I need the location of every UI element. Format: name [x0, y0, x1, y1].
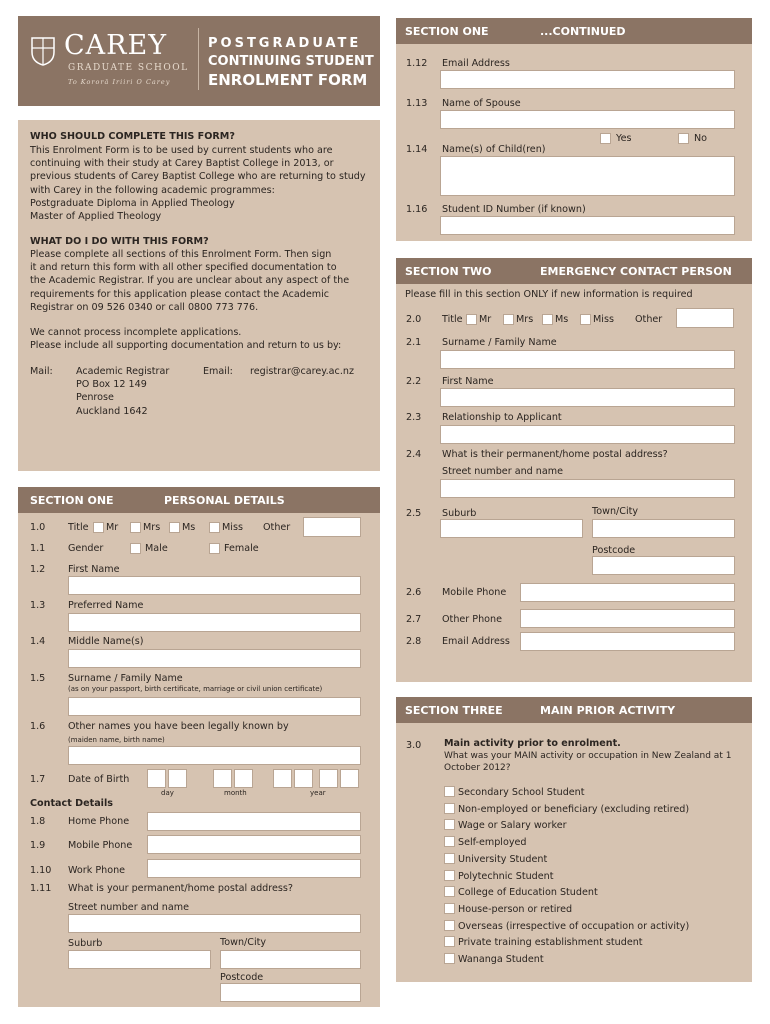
- section-two-header: SECTION TWO EMERGENCY CONTACT PERSON: [396, 258, 752, 284]
- item-number: 1.8: [30, 816, 46, 827]
- section-three-header: SECTION THREE MAIN PRIOR ACTIVITY: [396, 697, 752, 723]
- preferred-name-label: Preferred Name: [68, 600, 144, 611]
- email-label: Email:: [203, 366, 233, 377]
- intro-who-text: This Enrolment Form is to be used by current students who are continuing with their study at Carey Baptist College in 2013, or previous students of Carey Baptist College who are returning to study with Carey in the following academic programmes: Postgraduate Diploma in Applied Theology Master of Applied Theology: [30, 145, 366, 223]
- dob-year-1[interactable]: [273, 769, 292, 788]
- ec-postcode-field[interactable]: [592, 556, 735, 575]
- section-three-panel: [396, 697, 752, 982]
- gender-male-label: Male: [145, 543, 168, 554]
- item-number: 2.1: [406, 337, 422, 348]
- activity-option-label: House-person or retired: [458, 903, 573, 915]
- title-line2: CONTINUING STUDENT: [208, 54, 374, 69]
- item-number: 1.0: [30, 522, 46, 533]
- activity-option-label: Secondary School Student: [458, 787, 585, 798]
- surname-label: Surname / Family Name: [68, 673, 183, 684]
- section-two-panel: [396, 258, 752, 682]
- activity-options: [444, 786, 744, 976]
- activity-option-label: Wage or Salary worker: [458, 820, 567, 832]
- activity-option-checkbox[interactable]: [444, 886, 455, 897]
- dob-year-3[interactable]: [319, 769, 338, 788]
- postcode-field[interactable]: [220, 983, 361, 1002]
- middle-name-label: Middle Name(s): [68, 636, 144, 647]
- item-number: 3.0: [406, 740, 422, 751]
- title-label: Title: [442, 314, 463, 325]
- activity-option-label: Self-employed: [458, 837, 527, 849]
- ec-first-name-label: First Name: [442, 376, 494, 387]
- activity-option-checkbox[interactable]: [444, 803, 455, 814]
- children-no-label: No: [694, 133, 708, 144]
- mobile-phone-field[interactable]: [147, 835, 361, 854]
- title-mrs-label: Mrs: [143, 522, 161, 533]
- title-mr-checkbox[interactable]: [93, 522, 104, 533]
- ec-town-label: Town/City: [592, 506, 639, 517]
- middle-name-field[interactable]: [68, 649, 361, 668]
- title-ms-checkbox[interactable]: [169, 522, 180, 533]
- ec-town-field[interactable]: [592, 519, 735, 538]
- gender-label: Gender: [68, 543, 104, 554]
- ec-email-label: Email Address: [442, 636, 510, 647]
- dob-year-label: year: [310, 789, 326, 797]
- work-phone-label: Work Phone: [68, 865, 126, 876]
- work-phone-field[interactable]: [147, 859, 361, 878]
- ec-postcode-label: Postcode: [592, 545, 636, 556]
- activity-option-checkbox[interactable]: [444, 903, 455, 914]
- item-number: 1.7: [30, 774, 46, 785]
- ec-surname-label: Surname / Family Name: [442, 337, 557, 348]
- town-field[interactable]: [220, 950, 361, 969]
- mobile-phone-label: Mobile Phone: [68, 840, 133, 851]
- intro-heading-what: WHAT DO I DO WITH THIS FORM?: [30, 236, 209, 247]
- email-label: Email Address: [442, 58, 510, 69]
- logo-sub: GRADUATE SCHOOL: [68, 63, 189, 73]
- activity-option-label: University Student: [458, 853, 548, 865]
- item-number: 1.16: [406, 204, 428, 215]
- gender-male-checkbox[interactable]: [130, 543, 141, 554]
- other-names-note: (maiden name, birth name): [68, 736, 165, 744]
- item-number: 1.1: [30, 543, 46, 554]
- ec-title-mrs-label: Mrs: [516, 314, 534, 325]
- activity-option-label: Polytechnic Student: [458, 870, 554, 882]
- title-label: Title: [68, 522, 89, 533]
- ec-title-ms-label: Ms: [555, 314, 569, 325]
- item-number: 1.5: [30, 673, 46, 684]
- item-number: 1.11: [30, 883, 52, 894]
- relationship-field[interactable]: [440, 425, 735, 444]
- ec-mobile-field[interactable]: [520, 583, 735, 602]
- ec-title-ms-checkbox[interactable]: [542, 314, 553, 325]
- ec-title-mr-checkbox[interactable]: [466, 314, 477, 325]
- ec-street-label: Street number and name: [442, 466, 563, 477]
- dob-day-label: day: [161, 789, 174, 797]
- activity-question-detail-2: October 2012?: [444, 763, 511, 773]
- home-phone-field[interactable]: [147, 812, 361, 831]
- title-line3: ENROLMENT FORM: [208, 71, 368, 89]
- title-block: [18, 16, 380, 106]
- item-number: 2.5: [406, 508, 422, 519]
- dob-year-2[interactable]: [294, 769, 313, 788]
- intro-heading-who: WHO SHOULD COMPLETE THIS FORM?: [30, 131, 235, 142]
- contact-details-heading: Contact Details: [30, 798, 113, 809]
- section-one-header: SECTION ONE PERSONAL DETAILS: [18, 487, 380, 513]
- gender-female-label: Female: [224, 543, 259, 554]
- item-number: 2.0: [406, 314, 422, 325]
- other-names-field[interactable]: [68, 746, 361, 765]
- title-divider: [198, 28, 199, 90]
- ec-title-miss-checkbox[interactable]: [580, 314, 591, 325]
- spouse-field[interactable]: [440, 110, 735, 129]
- item-number: 1.10: [30, 865, 52, 876]
- children-yes-checkbox[interactable]: [600, 133, 611, 144]
- title-miss-label: Miss: [222, 522, 243, 533]
- activity-option-checkbox[interactable]: [444, 853, 455, 864]
- item-number: 2.7: [406, 614, 422, 625]
- ec-postal-address-label: What is their permanent/home postal address?: [442, 449, 668, 460]
- activity-option-checkbox[interactable]: [444, 836, 455, 847]
- item-number: 1.2: [30, 564, 46, 575]
- title-ms-label: Ms: [182, 522, 196, 533]
- dob-month-2[interactable]: [234, 769, 253, 788]
- relationship-label: Relationship to Applicant: [442, 412, 562, 423]
- postal-address-label: What is your permanent/home postal address?: [68, 883, 293, 894]
- item-number: 1.12: [406, 58, 428, 69]
- activity-option-checkbox[interactable]: [444, 870, 455, 881]
- item-number: 1.9: [30, 840, 46, 851]
- ec-title-mr-label: Mr: [479, 314, 492, 325]
- other-names-label: Other names you have been legally known by: [68, 721, 289, 732]
- mail-label: Mail:: [30, 366, 53, 377]
- activity-option-label: Wananga Student: [458, 954, 544, 965]
- children-yes-label: Yes: [616, 133, 632, 144]
- surname-note: (as on your passport, birth certificate, marriage or civil union certificate): [68, 685, 323, 693]
- children-no-checkbox[interactable]: [678, 133, 689, 144]
- children-label: Name(s) of Child(ren): [442, 144, 546, 155]
- item-number: 1.6: [30, 721, 46, 732]
- surname-field[interactable]: [68, 697, 361, 716]
- title-mr-label: Mr: [106, 522, 119, 533]
- title-line1: POSTGRADUATE: [208, 36, 362, 51]
- preferred-name-field[interactable]: [68, 613, 361, 632]
- item-number: 1.4: [30, 636, 46, 647]
- logo-name: CAREY: [64, 30, 168, 61]
- email-field[interactable]: [440, 70, 735, 89]
- logo-motto: To Kororā Iriiri O Carey: [68, 78, 171, 86]
- title-mrs-checkbox[interactable]: [130, 522, 141, 533]
- item-number: 2.3: [406, 412, 422, 423]
- item-number: 2.6: [406, 587, 422, 598]
- ec-other-phone-label: Other Phone: [442, 614, 503, 625]
- ec-suburb-label: Suburb: [442, 508, 477, 519]
- section-two-note: Please fill in this section ONLY if new information is required: [405, 289, 693, 300]
- dob-day-1[interactable]: [147, 769, 166, 788]
- mail-address: Academic Registrar PO Box 12 149 Penrose Auckland 1642: [76, 366, 170, 417]
- ec-mobile-label: Mobile Phone: [442, 587, 507, 598]
- item-number: 2.8: [406, 636, 422, 647]
- first-name-label: First Name: [68, 564, 120, 575]
- ec-suburb-field[interactable]: [440, 519, 583, 538]
- activity-option-checkbox[interactable]: [444, 786, 455, 797]
- ec-street-field[interactable]: [440, 479, 735, 498]
- first-name-field[interactable]: [68, 576, 361, 595]
- ec-first-name-field[interactable]: [440, 388, 735, 407]
- item-number: 1.14: [406, 144, 428, 155]
- intro-panel: [18, 120, 380, 471]
- section-one-panel: [18, 487, 380, 1007]
- item-number: 2.2: [406, 376, 422, 387]
- dob-month-1[interactable]: [213, 769, 232, 788]
- title-other-label: Other: [263, 522, 291, 533]
- activity-option-checkbox[interactable]: [444, 819, 455, 830]
- suburb-field[interactable]: [68, 950, 211, 969]
- ec-title-other-field[interactable]: [676, 308, 734, 328]
- home-phone-label: Home Phone: [68, 816, 130, 827]
- children-field[interactable]: [440, 156, 735, 196]
- activity-option-checkbox[interactable]: [444, 936, 455, 947]
- registrar-email: registrar@carey.ac.nz: [250, 366, 354, 377]
- town-label: Town/City: [220, 937, 267, 948]
- suburb-label: Suburb: [68, 938, 103, 949]
- student-id-field[interactable]: [440, 216, 735, 235]
- ec-email-field[interactable]: [520, 632, 735, 651]
- ec-title-other-label: Other: [635, 314, 663, 325]
- activity-option-label: Overseas (irrespective of occupation or activity): [458, 920, 690, 932]
- ec-other-phone-field[interactable]: [520, 609, 735, 628]
- dob-label: Date of Birth: [68, 774, 130, 785]
- intro-incomplete-text: We cannot process incomplete applications. Please include all supporting documentation and return to us by:: [30, 327, 342, 352]
- street-label: Street number and name: [68, 902, 189, 913]
- activity-option-label: College of Education Student: [458, 887, 598, 899]
- title-miss-checkbox[interactable]: [209, 522, 220, 533]
- intro-what-text: Please complete all sections of this Enrolment Form. Then sign it and return this form with all other specified documentation to the Academic Registrar. If you are unclear about any aspect of the requirements for this application please contact the Academic Registrar on 09 526 0340 or call 0800 773 776.: [30, 249, 350, 313]
- street-field[interactable]: [68, 914, 361, 933]
- item-number: 1.13: [406, 98, 428, 109]
- item-number: 1.3: [30, 600, 46, 611]
- gender-female-checkbox[interactable]: [209, 543, 220, 554]
- activity-question-detail: What was your MAIN activity or occupation in New Zealand at 1: [444, 751, 732, 761]
- ec-surname-field[interactable]: [440, 350, 735, 369]
- activity-option-label: Private training establishment student: [458, 937, 643, 949]
- activity-question: Main activity prior to enrolment.: [444, 738, 621, 749]
- activity-option-label: Non-employed or beneficiary (excluding retired): [458, 803, 690, 815]
- activity-option-checkbox[interactable]: [444, 920, 455, 931]
- title-other-field[interactable]: [303, 517, 361, 537]
- section-one-continued-header: SECTION ONE ...CONTINUED: [396, 18, 752, 44]
- ec-title-miss-label: Miss: [593, 314, 614, 325]
- item-number: 2.4: [406, 449, 422, 460]
- crest-icon: [30, 36, 56, 66]
- dob-month-label: month: [224, 789, 247, 797]
- postcode-label: Postcode: [220, 972, 264, 983]
- ec-title-mrs-checkbox[interactable]: [503, 314, 514, 325]
- student-id-label: Student ID Number (if known): [442, 204, 586, 215]
- dob-day-2[interactable]: [168, 769, 187, 788]
- activity-option-checkbox[interactable]: [444, 953, 455, 964]
- spouse-label: Name of Spouse: [442, 98, 521, 109]
- section-one-continued-panel: [396, 18, 752, 241]
- dob-year-4[interactable]: [340, 769, 359, 788]
